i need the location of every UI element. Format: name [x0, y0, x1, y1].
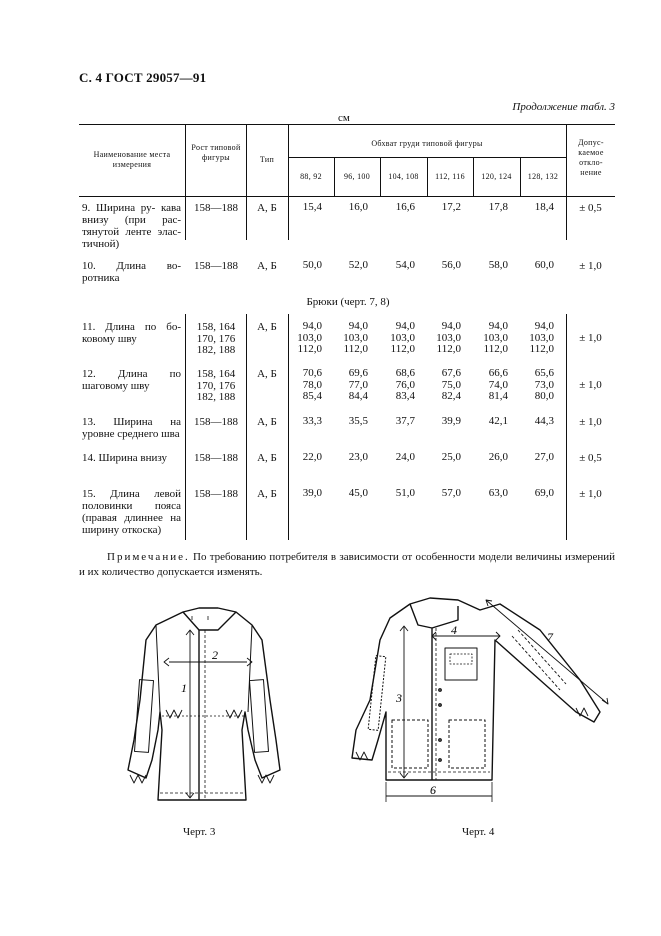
row-value: 85,4 [302, 390, 322, 402]
row-value: 70,6 [302, 367, 322, 379]
row-value: 16,6 [395, 201, 415, 213]
col-header-name: Наименование места измерения [93, 150, 171, 169]
row-name: 11. Длина по бо- ковому шву [82, 321, 181, 345]
note-text: По требованию потребителя в зависимости от особенности модели величины измерений и их количество допускается изменять. [79, 551, 615, 578]
row-value: 76,0 [395, 378, 415, 391]
row-value: 60,0 [534, 259, 554, 271]
col-header-height: Рост типовой фигуры [191, 143, 241, 162]
row-value: 42,1 [488, 415, 508, 427]
row-value: 69,6 [348, 367, 368, 379]
row-value: 22,0 [302, 451, 322, 463]
row-value: 24,0 [395, 451, 415, 463]
row-value: 74,0 [488, 378, 508, 391]
row-value: 94,0 [395, 320, 415, 332]
row-value: 94,0 [302, 320, 322, 332]
row-value: 68,6 [395, 367, 415, 379]
row-height: 158, 164 [196, 321, 236, 333]
row-value: 94,0 [441, 320, 461, 332]
row-value: 78,0 [302, 378, 322, 391]
row-type: А, Б [257, 368, 277, 380]
row-value: 80,0 [534, 390, 554, 402]
col-header-chest-4: 112, 116 [435, 172, 465, 181]
row-height: 158—188 [194, 488, 238, 500]
row-value: 23,0 [348, 451, 368, 463]
figure-4-caption: Черт. 4 [462, 826, 495, 838]
table-continuation-label: Продолжение табл. 3 [512, 101, 615, 113]
row-type: А, Б [257, 488, 277, 500]
col-header-chest-1: 88, 92 [300, 172, 322, 181]
note-label: Примечание. [107, 551, 190, 563]
row-tolerance: ± 1,0 [579, 379, 602, 391]
row-type: А, Б [257, 260, 277, 272]
row-value: 112,0 [483, 343, 508, 355]
row-height: 158—188 [194, 452, 238, 464]
figure-4-label-7: 7 [547, 630, 553, 644]
col-header-chest-3: 104, 108 [388, 172, 419, 181]
row-value: 17,2 [441, 201, 461, 213]
figure-3-label-2: 2 [212, 648, 218, 662]
row-value: 39,9 [441, 415, 461, 427]
row-value: 27,0 [534, 451, 554, 463]
row-type: А, Б [257, 416, 277, 428]
row-value: 54,0 [395, 259, 415, 271]
row-value: 56,0 [441, 259, 461, 271]
row-height: 158—188 [194, 260, 238, 272]
row-height: 182, 188 [196, 391, 236, 403]
row-name: 13. Ширина на уровне среднего шва [82, 416, 181, 440]
row-value: 77,0 [348, 378, 368, 391]
row-height: 170, 176 [196, 332, 236, 345]
row-value: 84,4 [348, 390, 368, 402]
row-value: 17,8 [488, 201, 508, 213]
row-value: 69,0 [534, 487, 554, 499]
figure-4-label-6: 6 [430, 783, 436, 797]
row-height: 158, 164 [196, 368, 236, 380]
row-value: 45,0 [348, 487, 368, 499]
row-value: 112,0 [390, 343, 415, 355]
row-value: 94,0 [488, 320, 508, 332]
row-name: 12. Длина по шаговому шву [82, 368, 181, 392]
row-value: 112,0 [436, 343, 461, 355]
row-value: 112,0 [529, 343, 554, 355]
col-header-chest-6: 128, 132 [527, 172, 559, 181]
row-value: 73,0 [534, 378, 554, 391]
row-value: 16,0 [348, 201, 368, 213]
row-value: 94,0 [534, 320, 554, 332]
row-value: 66,6 [488, 367, 508, 379]
row-value: 94,0 [348, 320, 368, 332]
row-name: 10. Длина во- ротника [82, 260, 181, 284]
row-value: 25,0 [441, 451, 461, 463]
col-header-chest-5: 120, 124 [481, 172, 512, 181]
row-value: 83,4 [395, 390, 415, 402]
row-value: 57,0 [441, 487, 461, 499]
row-tolerance: ± 1,0 [579, 416, 602, 428]
row-height: 182, 188 [196, 344, 236, 356]
row-name: 15. Длина левой половинки пояса (правая длиннее на ширину откоска) [82, 488, 181, 536]
col-header-chest-2: 96, 100 [343, 172, 371, 181]
row-value: 63,0 [488, 487, 508, 499]
row-value: 103,0 [297, 331, 322, 344]
row-value: 81,4 [488, 390, 508, 402]
row-value: 103,0 [390, 331, 415, 344]
row-value: 103,0 [343, 331, 368, 344]
row-value: 65,6 [534, 367, 554, 379]
row-value: 58,0 [488, 259, 508, 271]
row-value: 75,0 [441, 378, 461, 391]
row-height: 158—188 [194, 202, 238, 214]
row-value: 103,0 [436, 331, 461, 344]
row-value: 15,4 [302, 201, 322, 213]
section-title-trousers: Брюки (черт. 7, 8) [306, 296, 390, 308]
col-header-type: Тип [259, 155, 275, 164]
row-value: 33,3 [302, 415, 322, 427]
row-value: 103,0 [529, 331, 554, 344]
col-header-tolerance: Допус- каемое откло- нение [578, 138, 604, 177]
row-value: 112,0 [297, 343, 322, 355]
row-height: 170, 176 [196, 379, 236, 392]
row-value: 82,4 [441, 390, 461, 402]
row-value: 39,0 [302, 487, 322, 499]
row-value: 18,4 [534, 201, 554, 213]
row-value: 52,0 [348, 259, 368, 271]
row-value: 50,0 [302, 259, 322, 271]
col-header-chest: Обхват груди типовой фигуры [371, 139, 483, 148]
row-value: 112,0 [343, 343, 368, 355]
row-name: 14. Ширина внизу [82, 452, 167, 464]
row-value: 44,3 [534, 415, 554, 427]
row-height: 158—188 [194, 416, 238, 428]
row-tolerance: ± 1,0 [579, 260, 602, 272]
row-tolerance: ± 0,5 [579, 452, 602, 464]
figure-4-label-3: 3 [396, 691, 402, 705]
row-value: 26,0 [488, 451, 508, 463]
row-tolerance: ± 1,0 [579, 488, 602, 500]
row-value: 37,7 [395, 415, 415, 427]
row-type: А, Б [257, 202, 277, 214]
row-value: 51,0 [395, 487, 415, 499]
row-value: 67,6 [441, 367, 461, 379]
row-value: 35,5 [348, 415, 368, 427]
row-type: А, Б [257, 452, 277, 464]
figure-3-caption: Черт. 3 [183, 826, 216, 838]
page-header: С. 4 ГОСТ 29057—91 [79, 70, 207, 85]
row-tolerance: ± 1,0 [579, 332, 602, 344]
row-type: А, Б [257, 321, 277, 333]
figure-4-label-4: 4 [451, 623, 457, 637]
unit-label: см [338, 112, 350, 124]
row-value: 103,0 [483, 331, 508, 344]
row-name: 9. Ширина ру- кава внизу (при рас- тянутой ленте элас- тичной) [82, 202, 181, 250]
row-tolerance: ± 0,5 [579, 202, 602, 214]
figure-3-label-1: 1 [181, 681, 187, 695]
